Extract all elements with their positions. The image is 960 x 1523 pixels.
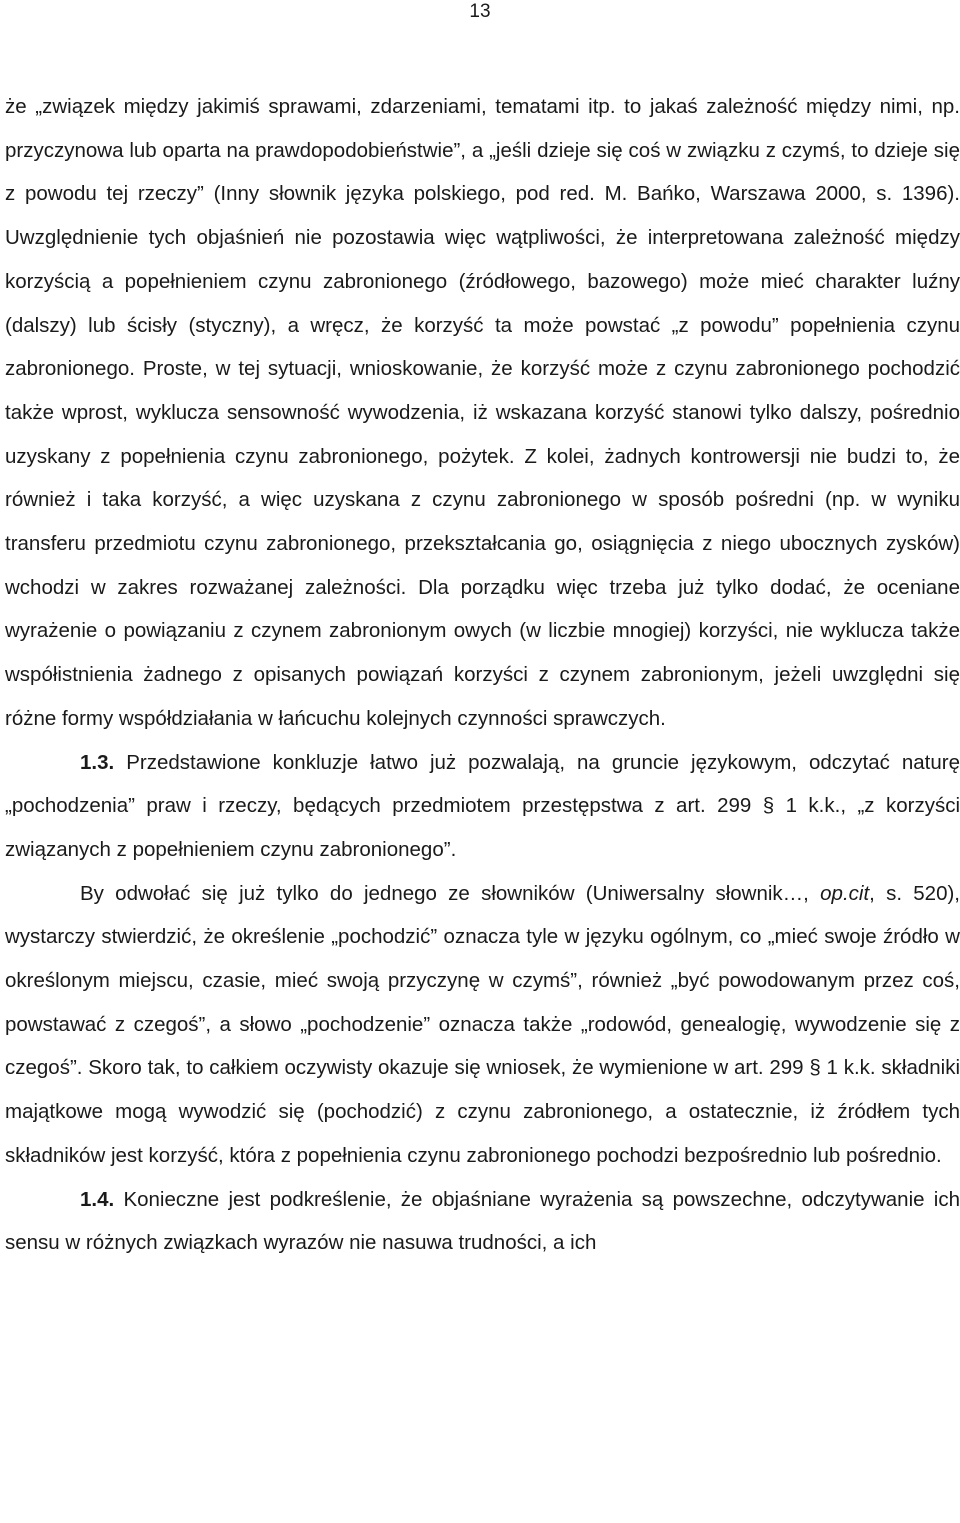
page-number: 13	[469, 1, 491, 22]
document-body	[5, 85, 960, 1265]
paragraph-1-3	[5, 741, 960, 872]
paragraph-dictionary	[5, 872, 960, 1178]
paragraph-text: Przedstawione konkluzje łatwo już pozwalają, na gruncie językowym, odczytać naturę „pochodzenia” praw i rzeczy, będących przedmiotem przestępstwa z art. 299 § 1 k.k., „z korzyści związanych z popełnieniem czynu zabronionego”.	[5, 750, 960, 861]
paragraph-text-before: By odwołać się już tylko do jednego ze słowników (Uniwersalny słownik…,	[80, 881, 821, 905]
section-number: 1.3.	[80, 750, 115, 774]
paragraph-1-4	[5, 1178, 960, 1265]
paragraph-text-after: , s. 520), wystarczy stwierdzić, że określenie „pochodzić” oznacza tyle w języku ogólnym, co „mieć swoje źródło w określonym miejscu, czasie, mieć swoją przyczynę w czymś”, również „być powodowanym przez coś, powstawać z czegoś”, a słowo „pochodzenie” oznacza także „rodowód, genealogię, wywodzenie się z czegoś”. Skoro tak, to całkiem oczywisty okazuje się wniosek, że wymienione w art. 299 § 1 k.k. składniki majątkowe mogą wywodzić się (pochodzić) z czynu zabronionego, a ostatecznie, iż źródłem tych składników jest korzyść, która z popełnienia czynu zabronionego pochodzi bezpośrednio lub pośrednio.	[5, 881, 960, 1167]
section-number: 1.4.	[80, 1187, 115, 1211]
citation-op-cit: op.cit	[820, 881, 870, 905]
paragraph-text: Konieczne jest podkreślenie, że objaśniane wyrażenia są powszechne, odczytywanie ich sensu w różnych związkach wyrazów nie nasuwa trudności, a ich	[5, 1187, 960, 1255]
paragraph-1: że „związek między jakimiś sprawami, zdarzeniami, tematami itp. to jakaś zależność między nimi, np. przyczynowa lub oparta na prawdopodobieństwie”, a „jeśli dzieje się coś w związku z czymś, to dzieje się z powodu tej rzeczy” (Inny słownik języka polskiego, pod red. M. Bańko, Warszawa 2000, s. 1396). Uwzględnienie tych objaśnień nie pozostawia więc wątpliwości, że interpretowana zależność między korzyścią a popełnieniem czynu zabronionego (źródłowego, bazowego) może mieć charakter luźny (dalszy) lub ścisły (styczny), a wręcz, że korzyść ta może powstać „z powodu” popełnienia czynu zabronionego. Proste, w tej sytuacji, wnioskowanie, że korzyść może z czynu zabronionego pochodzić także wprost, wyklucza sensowność wywodzenia, iż wskazana korzyść stanowi tylko dalszy, pośrednio uzyskany z popełnienia czynu zabronionego, pożytek. Z kolei, żadnych kontrowersji nie budzi to, że również i taka korzyść, a więc uzyskana z czynu zabronionego w sposób pośredni (np. w wyniku transferu przedmiotu czynu zabronionego, przekształcania go, osiągnięcia z niego ubocznych zysków) wchodzi w zakres rozważanej zależności. Dla porządku więc trzeba już tylko dodać, że oceniane wyrażenie o powiązaniu z czynem zabronionym owych (w liczbie mnogiej) korzyści, nie wyklucza także współistnienia żadnego z opisanych powiązań korzyści z czynem zabronionym, jeżeli uwzględni się różne formy współdziałania w łańcuchu kolejnych czynności sprawczych.	[5, 95, 960, 730]
